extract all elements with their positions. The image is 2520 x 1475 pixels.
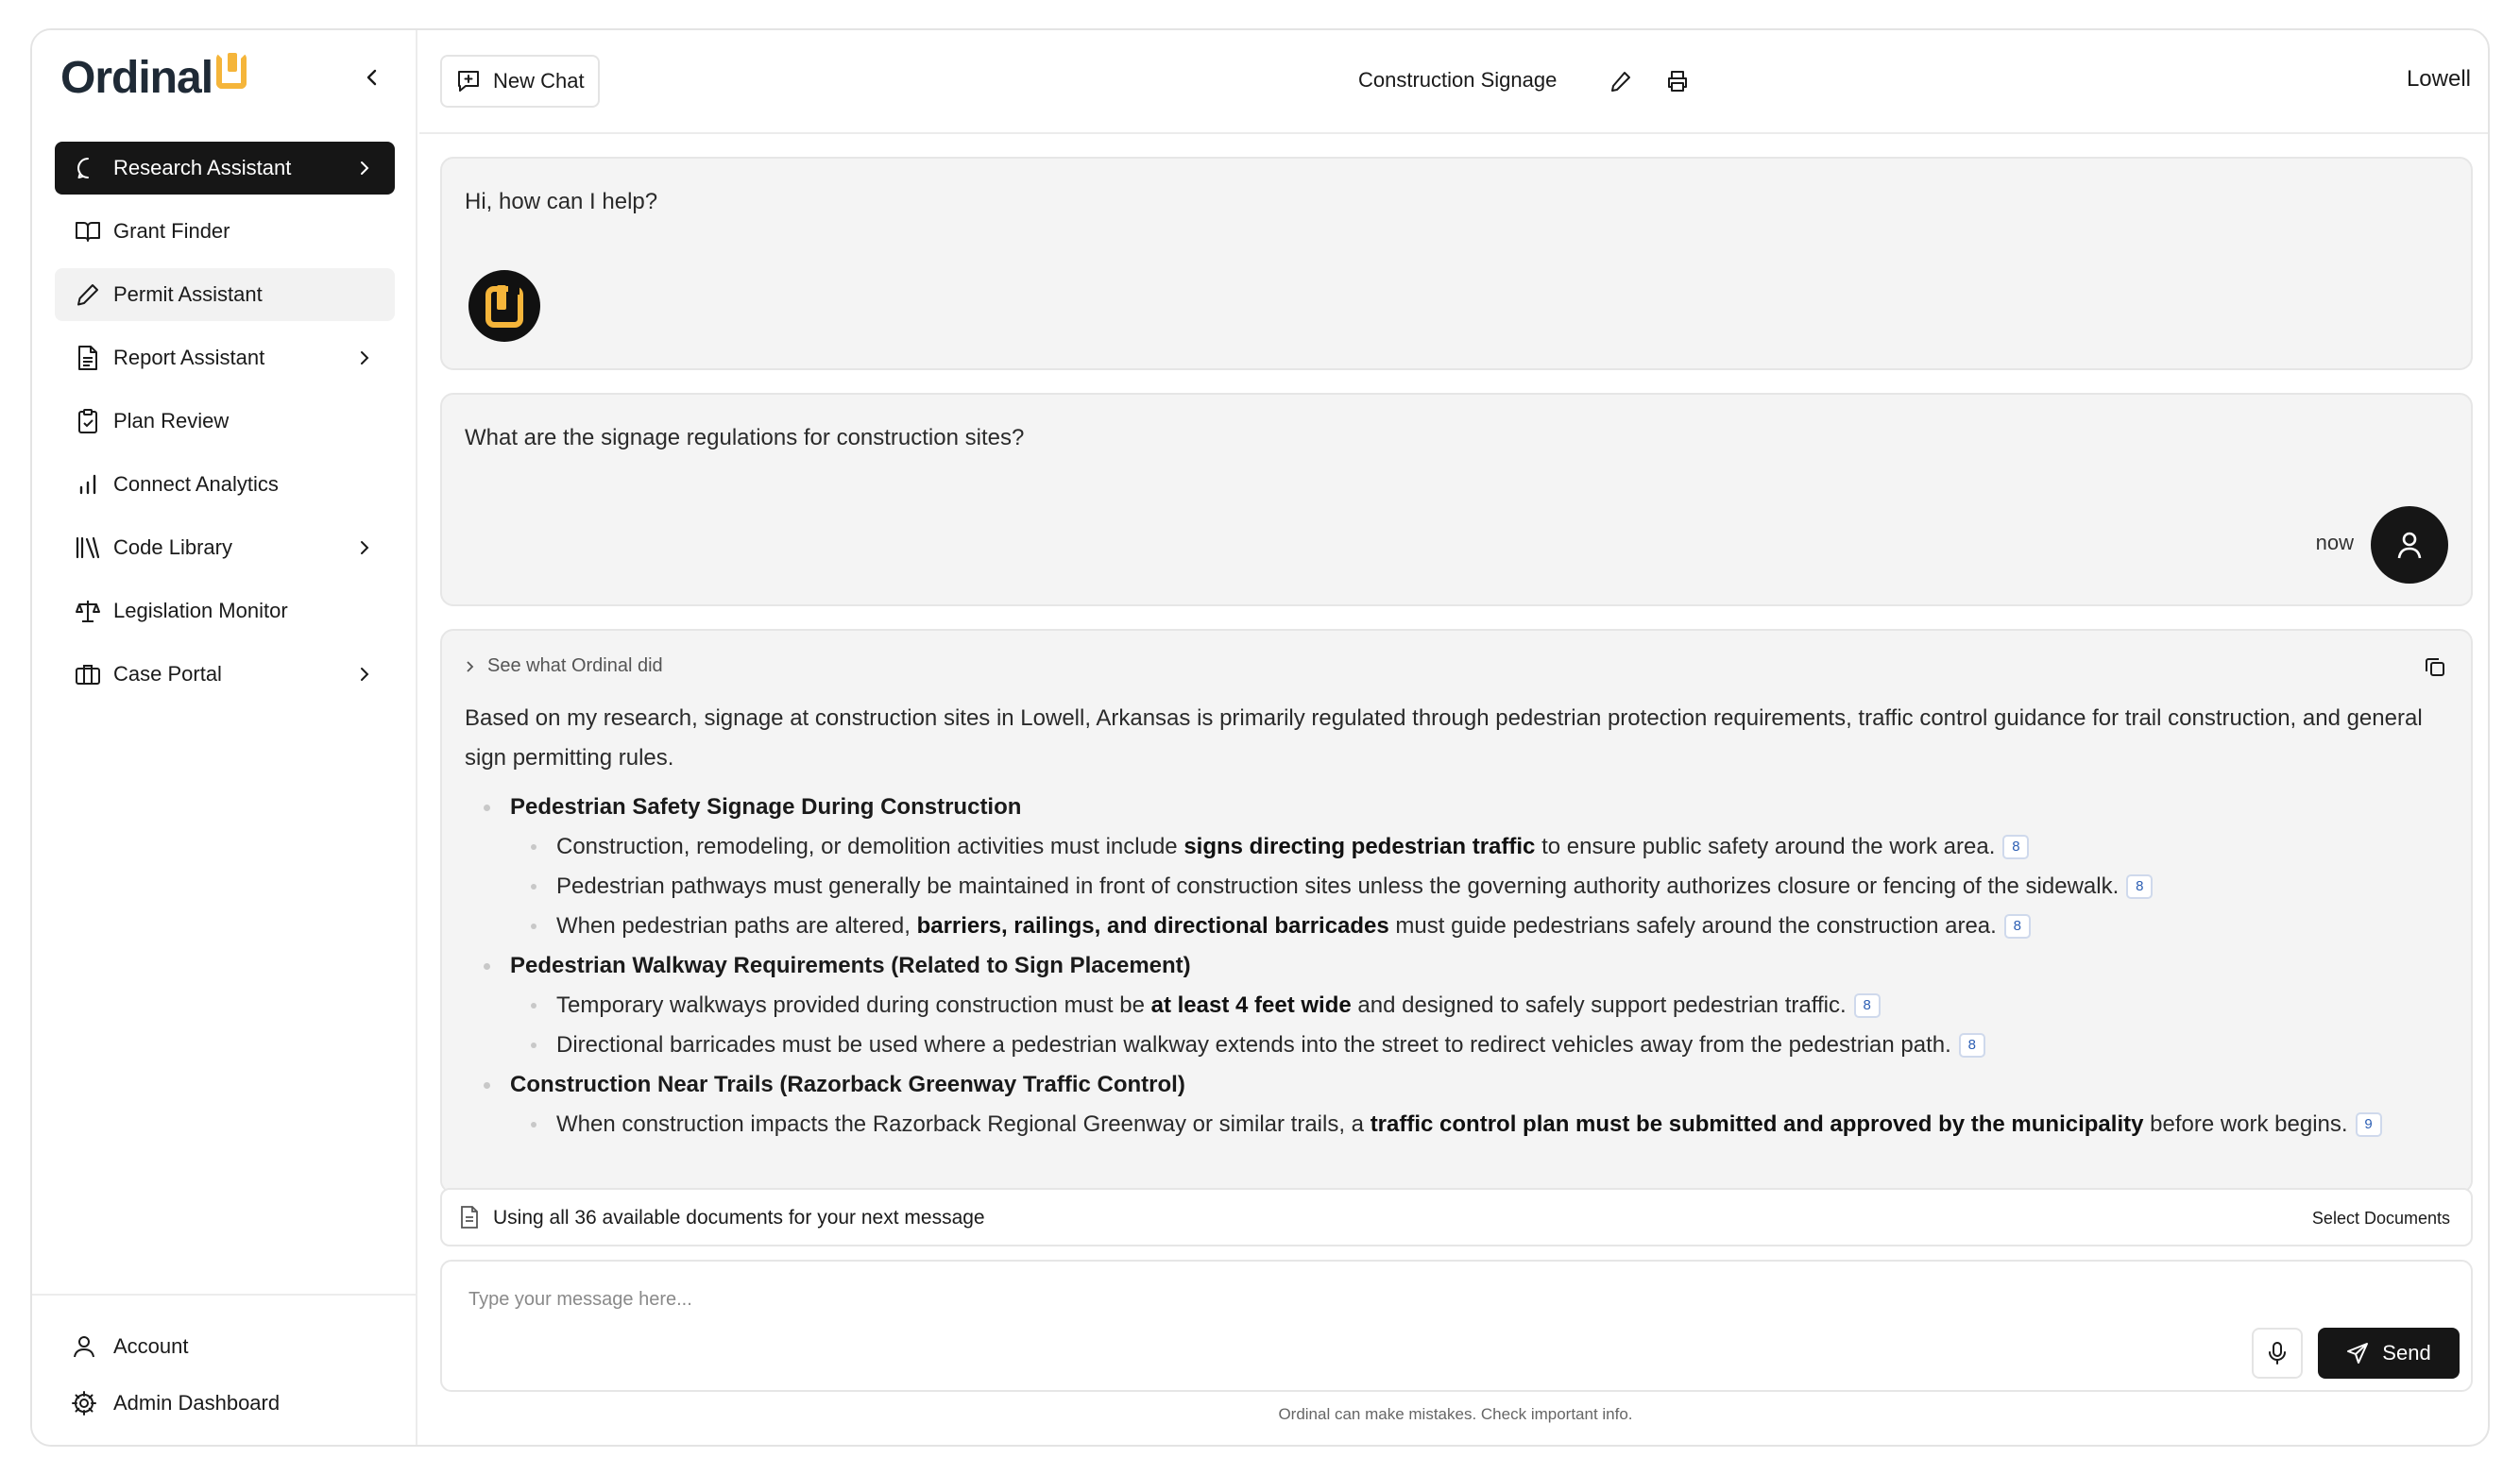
sidebar-footer: [32, 1294, 416, 1435]
sidebar-item-permit-assistant[interactable]: [55, 268, 395, 321]
citation-badge[interactable]: 8: [1854, 993, 1881, 1018]
send-icon: [2346, 1342, 2369, 1365]
sidebar-item-label: Research Assistant: [113, 156, 292, 179]
library-icon: [74, 534, 102, 562]
ordinal-logo-icon: [484, 283, 525, 329]
answer-section-heading: Construction Near Trails (Razorback Greenway Traffic Control): [465, 1065, 2448, 1105]
sidebar-item-label: Legislation Monitor: [113, 599, 288, 622]
answer-bullet: Construction, remodeling, or demolition activities must include signs directing pedestrian traffic to ensure public safety around the work area. 8: [465, 827, 2448, 867]
sidebar-item-research-assistant[interactable]: [55, 142, 395, 195]
sidebar: [32, 30, 417, 1445]
sidebar-item-case-portal[interactable]: [55, 648, 395, 701]
sidebar-item-account[interactable]: [32, 1322, 416, 1371]
chevron-right-icon: [351, 155, 378, 181]
main-panel: [419, 30, 2490, 1445]
brand-logo[interactable]: [60, 49, 247, 106]
book-icon: [74, 217, 102, 246]
answer-section-heading: Pedestrian Safety Signage During Construction: [465, 788, 2448, 827]
sidebar-item-plan-review[interactable]: [55, 395, 395, 448]
rename-chat-button[interactable]: [1604, 64, 1638, 98]
clipboard-icon: [74, 407, 102, 435]
answer-bullet: When pedestrian paths are altered, barriers, railings, and directional barricades must guide pedestrians safely around the construction area. 8: [465, 907, 2448, 946]
answer-bullet: When construction impacts the Razorback Regional Greenway or similar trails, a traffic control plan must be submitted and approved by the municipality before work begins. 9: [465, 1105, 2448, 1144]
print-button[interactable]: [1660, 64, 1694, 98]
sidebar-item-grant-finder[interactable]: [55, 205, 395, 258]
sidebar-item-report-assistant[interactable]: [55, 331, 395, 384]
document-icon: [74, 344, 102, 372]
chevron-left-icon: [363, 68, 382, 87]
printer-icon: [1665, 69, 1690, 93]
send-button[interactable]: [2318, 1328, 2460, 1379]
documents-bar: [440, 1188, 2473, 1246]
sidebar-item-legislation-monitor[interactable]: [55, 585, 395, 637]
sidebar-item-label: Grant Finder: [113, 219, 230, 243]
sidebar-item-label: Case Portal: [113, 662, 222, 686]
user-icon: [70, 1332, 98, 1361]
message-composer: [440, 1260, 2473, 1392]
chevron-right-icon: [351, 345, 378, 371]
greeting-text: Hi, how can I help?: [465, 189, 658, 214]
answer-bullet: Directional barricades must be used where a pedestrian walkway extends into the street to redirect vehicles away from the pedestrian path. 8: [465, 1026, 2448, 1065]
brand-name: Ordinal: [60, 52, 213, 103]
top-bar: [419, 30, 2490, 134]
pencil-icon: [74, 280, 102, 309]
answer-section-heading: Pedestrian Walkway Requirements (Related to Sign Placement): [465, 946, 2448, 986]
sidebar-item-admin-dashboard[interactable]: [32, 1379, 416, 1428]
app-window: [30, 28, 2490, 1447]
citation-badge[interactable]: 8: [2004, 914, 2031, 939]
new-chat-label: New Chat: [493, 69, 585, 93]
documents-status-text: Using all 36 available documents for your next message: [493, 1207, 985, 1229]
message-input[interactable]: [468, 1280, 2310, 1318]
citation-badge[interactable]: 8: [2126, 874, 2153, 899]
message-timestamp: now: [2315, 531, 2354, 554]
select-documents-button[interactable]: Select Documents: [2311, 1209, 2450, 1228]
document-icon: [459, 1205, 480, 1229]
assistant-answer-message: [440, 629, 2473, 1194]
pencil-icon: [1609, 70, 1632, 93]
sidebar-item-connect-analytics[interactable]: [55, 458, 395, 511]
chevron-right-icon: [465, 660, 476, 673]
see-what-ordinal-did-toggle[interactable]: [465, 655, 663, 677]
new-chat-button[interactable]: [440, 55, 600, 108]
answer-bullet: Temporary walkways provided during construction must be at least 4 feet wide and designed to safely support pedestrian traffic. 8: [465, 986, 2448, 1026]
briefcase-icon: [74, 660, 102, 688]
collapse-sidebar-button[interactable]: [353, 59, 391, 96]
sidebar-item-label: Report Assistant: [113, 346, 265, 369]
user-avatar: [2371, 506, 2448, 584]
sidebar-item-label: Permit Assistant: [113, 282, 263, 306]
microphone-button[interactable]: [2252, 1328, 2303, 1379]
citation-badge[interactable]: 8: [1959, 1033, 1985, 1058]
sidebar-nav: [55, 142, 395, 711]
user-message: [440, 393, 2473, 606]
sidebar-item-label: Code Library: [113, 535, 232, 559]
answer-bullet: Pedestrian pathways must generally be maintained in front of construction sites unless the governing authority authorizes closure or fencing of the sidewalk. 8: [465, 867, 2448, 907]
see-what-label: See what Ordinal did: [487, 655, 663, 676]
question-text: What are the signage regulations for construction sites?: [465, 425, 1025, 450]
scales-icon: [74, 597, 102, 625]
answer-intro: Based on my research, signage at construction sites in Lowell, Arkansas is primarily regulated through pedestrian protection requirements, traffic control guidance for trail construction, and general sign permitting rules.: [465, 705, 2423, 771]
citation-badge[interactable]: 8: [2002, 835, 2029, 859]
new-chat-icon: [455, 68, 482, 94]
send-label: Send: [2382, 1341, 2431, 1365]
bar-chart-icon: [74, 470, 102, 499]
assistant-avatar: [468, 270, 540, 342]
sidebar-item-label: Connect Analytics: [113, 472, 279, 496]
user-name[interactable]: Lowell: [2406, 66, 2471, 92]
sidebar-item-label: Admin Dashboard: [113, 1391, 281, 1415]
disclaimer-text: Ordinal can make mistakes. Check important info.: [1278, 1405, 1633, 1423]
assistant-greeting-message: [440, 157, 2473, 370]
chat-title: Construction Signage: [1358, 68, 1558, 92]
gear-icon: [70, 1389, 98, 1417]
copy-icon: [2424, 655, 2446, 678]
answer-body: [465, 699, 2448, 1144]
sidebar-item-label: Plan Review: [113, 409, 230, 432]
chevron-right-icon: [351, 534, 378, 561]
chat-bubble-icon: [74, 154, 102, 182]
user-icon: [2393, 529, 2426, 561]
sidebar-item-code-library[interactable]: [55, 521, 395, 574]
chevron-right-icon: [351, 661, 378, 687]
copy-answer-button[interactable]: [2418, 650, 2452, 684]
microphone-icon: [2267, 1341, 2288, 1365]
sidebar-item-label: Account: [113, 1334, 189, 1358]
citation-badge[interactable]: 9: [2356, 1112, 2382, 1137]
brand-mark-icon: [216, 53, 247, 89]
